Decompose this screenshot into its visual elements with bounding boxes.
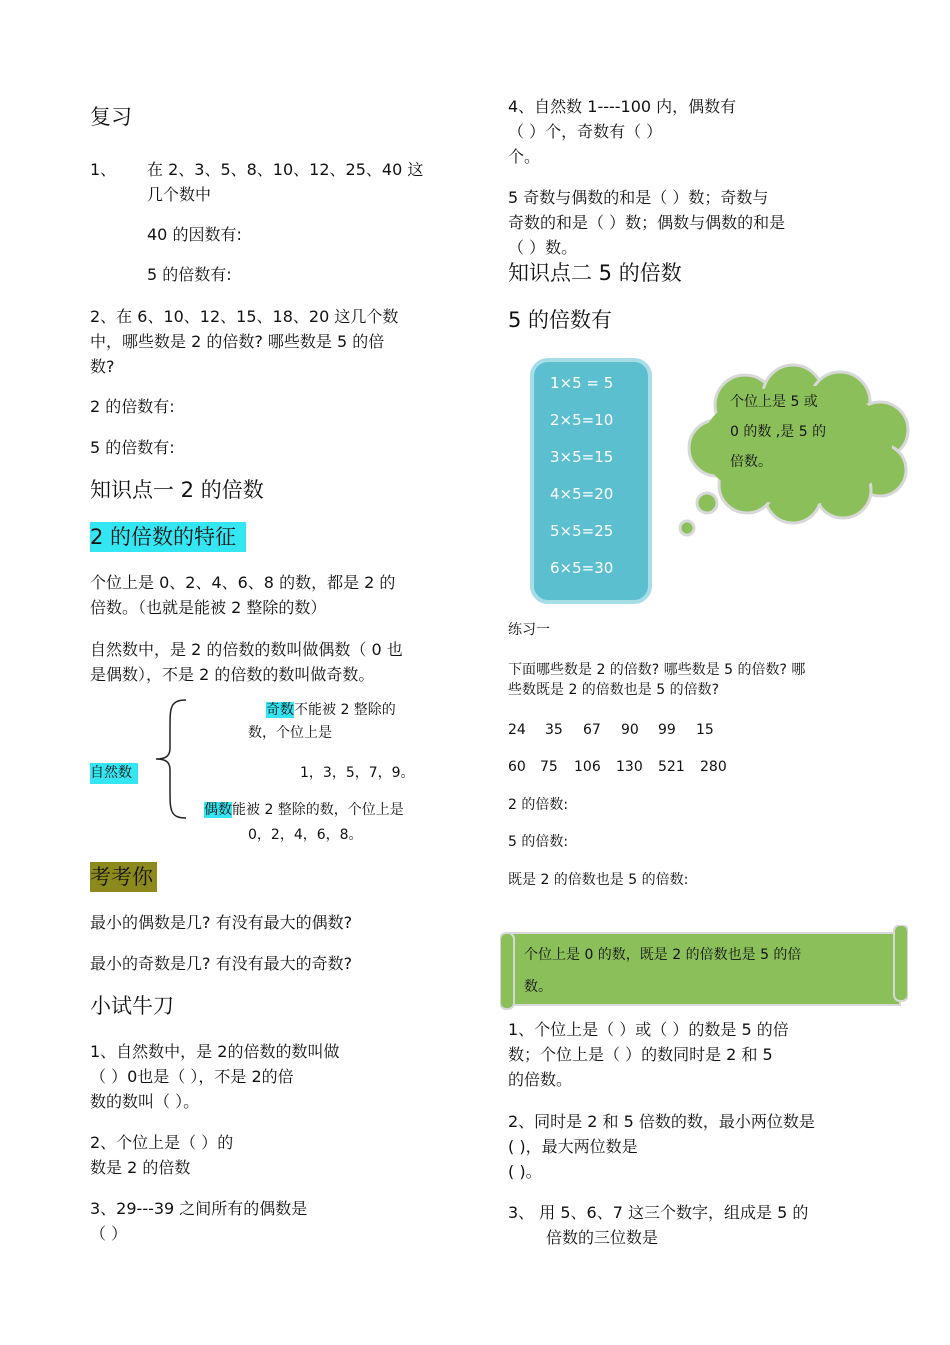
q2-line3: 数? — [90, 357, 115, 376]
q5-line3: （ ）数。 — [508, 238, 578, 257]
test-q1: 最小的偶数是几? 有没有最大的偶数? — [90, 913, 353, 932]
number-row-2 — [508, 757, 727, 778]
exercise-answer-5: 5 的倍数: — [508, 834, 569, 850]
number-cell: 280 — [700, 759, 727, 775]
p1-line2: （ ）0也是（ ），不是 2的倍 — [90, 1067, 294, 1086]
scroll-banner — [500, 925, 908, 1010]
r2-line2: ( )，最大两位数是 — [508, 1137, 638, 1156]
number-cell: 106 — [574, 759, 601, 775]
q2-answer-2: 2 的倍数有: — [90, 397, 175, 416]
q5-line2: 奇数的和是（ ）数；偶数与偶数的和是 — [508, 213, 786, 232]
q2-answer-5: 5 的倍数有: — [90, 438, 175, 457]
r1-line2: 数；个位上是（ ）的数同时是 2 和 5 — [508, 1045, 773, 1064]
natural-line1: 自然数中，是 2 的倍数的数叫做偶数（ 0 也 — [90, 640, 403, 659]
table-row: 1×5 = 5 — [550, 374, 614, 392]
q1-text: 在 2、3、5、8、10、12、25、40 这 — [147, 160, 424, 179]
odd-text1: 不能被 2 整除的 — [294, 702, 396, 718]
q1-multiples: 5 的倍数有: — [147, 265, 232, 284]
number-cell: 521 — [658, 759, 685, 775]
p2-line2: 数是 2 的倍数 — [90, 1158, 191, 1177]
test-q2: 最小的奇数是几? 有没有最大的奇数? — [90, 954, 353, 973]
feature-line2: 倍数。（也就是能被 2 整除的数） — [90, 598, 327, 617]
table-row: 3×5=15 — [550, 448, 614, 466]
cloud-text1: 个位上是 5 或 — [730, 394, 818, 410]
table-row: 6×5=30 — [550, 559, 614, 577]
number-cell: 35 — [545, 722, 563, 738]
exercise-heading: 练习一 — [508, 622, 550, 638]
scroll-text2: 数。 — [524, 979, 552, 995]
even-row — [204, 800, 404, 821]
p1-line3: 数的数叫（ ）。 — [90, 1092, 200, 1111]
number-cell: 24 — [508, 722, 526, 738]
cloud-icon — [675, 360, 915, 540]
r3-line1: 3、 用 5、6、7 这三个数字，组成是 5 的 — [508, 1203, 809, 1222]
odd-digits: 1，3，5，7，9。 — [300, 765, 415, 781]
number-cell: 75 — [540, 759, 558, 775]
r1-line3: 的倍数。 — [508, 1070, 573, 1089]
multiplication-table — [530, 358, 652, 604]
odd-text2: 数，个位上是 — [248, 725, 332, 741]
p3-line1: 3、29---39 之间所有的偶数是 — [90, 1199, 308, 1218]
natural-line2: 是偶数），不是 2 的倍数的数叫做奇数。 — [90, 665, 375, 684]
odd-row — [266, 700, 396, 721]
q4-line3: 个。 — [508, 147, 541, 166]
even-digits: 0，2，4，6，8。 — [248, 827, 363, 843]
q2-line2: 中，哪些数是 2 的倍数? 哪些数是 5 的倍 — [90, 332, 385, 351]
p1-line1: 1、自然数中，是 2的倍数的数叫做 — [90, 1042, 340, 1061]
cloud-text2: 0 的数 ,是 5 的 — [730, 424, 827, 440]
exercise-answer-both: 既是 2 的倍数也是 5 的倍数: — [508, 872, 689, 888]
number-cell: 67 — [583, 722, 601, 738]
number-cell: 130 — [616, 759, 643, 775]
thought-cloud — [675, 360, 915, 540]
natural-tag: 自然数 — [90, 763, 138, 784]
p2-line1: 2、个位上是（ ）的 — [90, 1133, 234, 1152]
kp1-heading: 知识点一 2 的倍数 — [90, 478, 264, 502]
even-tag: 偶数 — [204, 802, 232, 818]
brace-icon — [150, 698, 190, 820]
cloud-text3: 倍数。 — [730, 454, 772, 470]
r2-line3: ( )。 — [508, 1162, 542, 1181]
odd-tag: 奇数 — [266, 702, 294, 718]
review-heading: 复习 — [90, 105, 132, 129]
practice-heading: 小试牛刀 — [90, 994, 174, 1018]
r2-line1: 2、同时是 2 和 5 倍数的数，最小两位数是 — [508, 1112, 815, 1131]
kp2-subheading: 5 的倍数有 — [508, 308, 613, 332]
even-text1: 能被 2 整除的数，个位上是 — [232, 802, 404, 818]
q2-line1: 2、在 6、10、12、15、18、20 这几个数 — [90, 307, 399, 326]
number-cell: 15 — [696, 722, 714, 738]
exercise-answer-2: 2 的倍数: — [508, 797, 569, 813]
kp2-heading: 知识点二 5 的倍数 — [508, 261, 682, 285]
q4-line2: （ ）个，奇数有（ ） — [508, 122, 663, 141]
number-cell: 90 — [621, 722, 639, 738]
number-row-1 — [508, 720, 714, 741]
table-row: 5×5=25 — [550, 522, 614, 540]
r1-line1: 1、个位上是（ ）或（ ）的数是 5 的倍 — [508, 1020, 789, 1039]
number-cell: 99 — [658, 722, 676, 738]
r3-line2: 倍数的三位数是 — [546, 1228, 659, 1247]
q1-number: 1、 — [90, 160, 117, 179]
feature-line1: 个位上是 0、2、4、6、8 的数，都是 2 的 — [90, 573, 396, 592]
q1-text-2: 几个数中 — [147, 185, 212, 204]
exercise-q2: 些数既是 2 的倍数也是 5 的倍数? — [508, 682, 720, 698]
q1-factors: 40 的因数有: — [147, 225, 242, 244]
scroll-text1: 个位上是 0 的数，既是 2 的倍数也是 5 的倍 — [524, 947, 802, 963]
table-row: 4×5=20 — [550, 485, 614, 503]
q5-line1: 5 奇数与偶数的和是（ ）数；奇数与 — [508, 188, 769, 207]
table-row: 2×5=10 — [550, 411, 614, 429]
exercise-q1: 下面哪些数是 2 的倍数? 哪些数是 5 的倍数? 哪 — [508, 662, 806, 678]
p3-line2: （ ） — [90, 1224, 128, 1243]
scroll-icon — [500, 925, 908, 1010]
kp1-feature-heading: 2 的倍数的特征 — [90, 522, 246, 552]
number-cell: 60 — [508, 759, 526, 775]
q4-line1: 4、自然数 1----100 内，偶数有 — [508, 97, 737, 116]
test-heading: 考考你 — [90, 862, 157, 892]
